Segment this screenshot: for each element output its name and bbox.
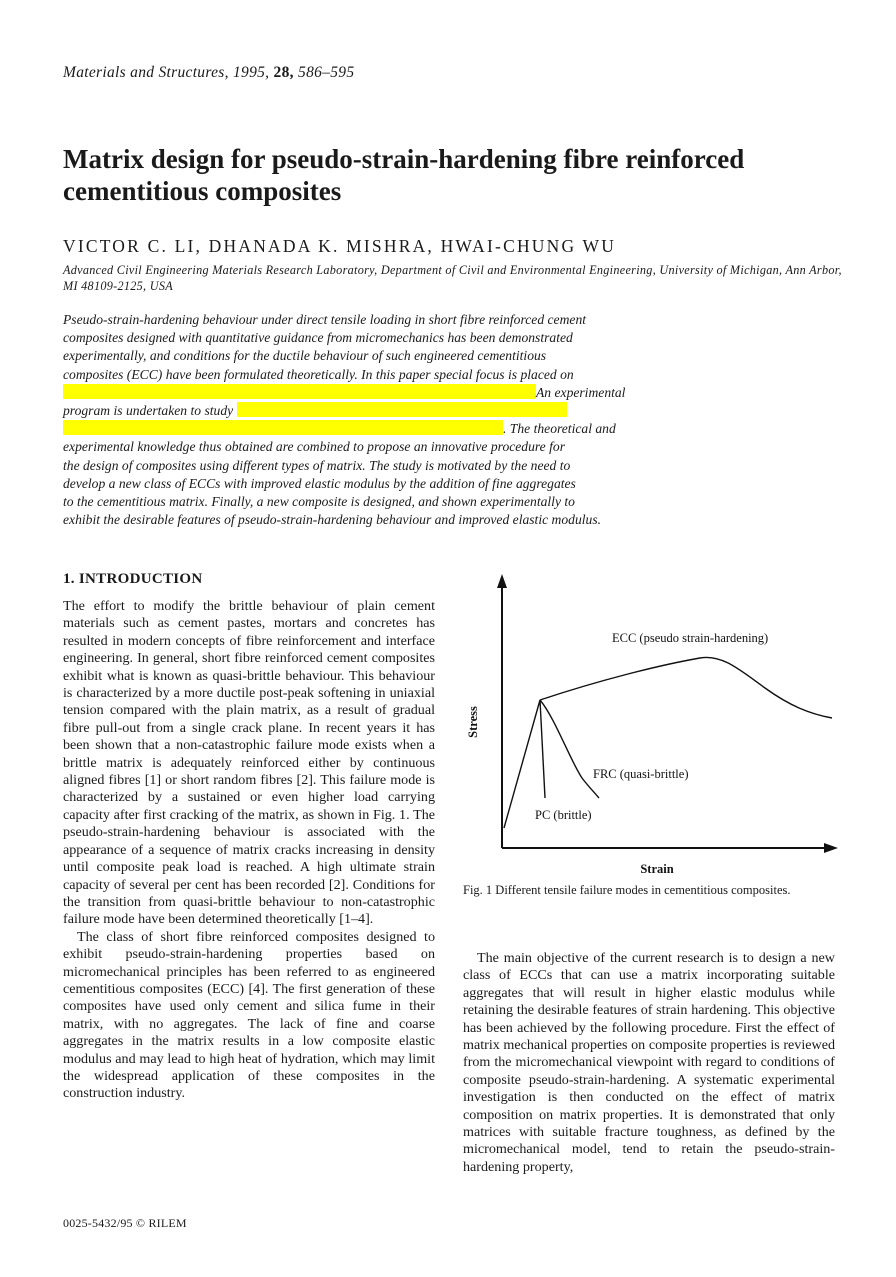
paper-title: Matrix design for pseudo-strain-hardening fibre reinforced cementitious composites bbox=[63, 144, 745, 206]
footer-code: 0025-5432/95 © RILEM bbox=[63, 1216, 187, 1230]
frc-curve bbox=[540, 700, 599, 798]
journal-name: Materials and Structures, bbox=[63, 64, 229, 81]
y-axis-arrow bbox=[497, 574, 507, 588]
abstract-line: to the cementitious matrix. Finally, a new composite is designed, and shown experimentally to bbox=[63, 493, 575, 509]
abstract-line: experimental knowledge thus obtained are combined to propose an innovative procedure for bbox=[63, 439, 565, 455]
abstract-line: composites designed with quantitative guidance from micromechanics has been demonstrated bbox=[63, 330, 573, 346]
y-axis-label: Stress bbox=[466, 706, 480, 738]
intro-paragraph-1: The effort to modify the brittle behaviour of plain cement materials such as cement pastes, mortars and concretes has resulted in modern concepts of fibre reinforcement and interface engineering. In general, short fibre reinforced cement composites exhibit what is known as quasi-brittle behaviour. This behaviour is characterized by a more ductile post-peak softening in uniaxial tension compared with the plain matrix, as a result of gradual fibre pull-out from a single crack plane. In recent years it has been shown that a non-catastrophic failure mode exists when a brittle matrix is adequately reinforced either by continuous aligned fibres [1] or short random fibres [2]. This failure mode is characterized by a sustained or even higher load carrying capacity after first cracking of the matrix, as shown in Fig. 1. The pseudo-strain-hardening behaviour is associated with the appearance of a sequence of matrix cracks increasing in density until composite peak load is reached. A high ultimate strain capacity of several per cent has been recorded [2]. Conditions for the transition from quasi-brittle behaviour to non-catastrophic failure mode have been determined theoretically [1–4]. bbox=[63, 598, 435, 928]
abstract-line bbox=[63, 384, 693, 402]
pc-label: PC (brittle) bbox=[535, 808, 592, 822]
abstract bbox=[63, 311, 693, 529]
ecc-curve bbox=[540, 657, 832, 718]
journal-year: 1995, bbox=[232, 64, 270, 81]
right-column bbox=[463, 950, 835, 1176]
journal-citation bbox=[63, 64, 354, 82]
abstract-line: the design of composites using different types of matrix. The study is motivated by the need to bbox=[63, 457, 571, 473]
figure-1 bbox=[460, 570, 860, 880]
abstract-text: . The theoretical and bbox=[503, 421, 616, 437]
figure-caption: Fig. 1 Different tensile failure modes in cementitious composites. bbox=[463, 883, 791, 897]
abstract-line: composites (ECC) have been formulated theoretically. In this paper special focus is placed on bbox=[63, 366, 574, 382]
redaction-highlight bbox=[63, 384, 536, 399]
redaction-highlight bbox=[237, 402, 567, 417]
authors: VICTOR C. LI, DHANADA K. MISHRA, HWAI-CHUNG WU bbox=[63, 236, 617, 256]
ecc-label: ECC (pseudo strain-hardening) bbox=[612, 631, 769, 645]
abstract-text: program is undertaken to study bbox=[63, 402, 234, 418]
x-axis-arrow bbox=[824, 843, 838, 853]
x-axis-label: Strain bbox=[640, 862, 674, 876]
journal-pages: 586–595 bbox=[298, 64, 355, 81]
frc-label: FRC (quasi-brittle) bbox=[593, 767, 689, 781]
abstract-line: develop a new class of ECCs with improved elastic modulus by the addition of fine aggregates bbox=[63, 475, 576, 491]
abstract-line: experimentally, and conditions for the ductile behaviour of such engineered cementitious bbox=[63, 348, 547, 364]
abstract-line bbox=[63, 420, 693, 438]
intro-column bbox=[63, 598, 435, 1103]
intro-paragraph-2: The class of short fibre reinforced composites designed to exhibit pseudo-strain-hardening properties based on micromechanical principles has been referred to as engineered cementitious composites (ECC) [4]. The first generation of these composites have used only cement and silica fume in their matrix, with no aggregates. The lack of fine and coarse aggregates in the matrix results in a low composite elastic modulus and may lead to high heat of hydration, which may limit the widespread application of these composites in the construction industry. bbox=[63, 928, 435, 1102]
abstract-text: An experimental bbox=[536, 384, 626, 400]
redaction-highlight bbox=[63, 420, 503, 435]
abstract-line bbox=[63, 402, 693, 420]
affiliation: Advanced Civil Engineering Materials Research Laboratory, Department of Civil and Environmental Engineering, University of Michigan, Ann Arbor, MI 48109-2125, USA bbox=[63, 263, 842, 293]
section-heading: 1. INTRODUCTION bbox=[63, 571, 203, 587]
abstract-line: Pseudo-strain-hardening behaviour under direct tensile loading in short fibre reinforced cement bbox=[63, 312, 587, 327]
abstract-line: exhibit the desirable features of pseudo-strain-hardening behaviour and improved elastic modulus. bbox=[63, 512, 602, 528]
journal-volume: 28, bbox=[273, 64, 294, 81]
objective-paragraph: The main objective of the current research is to design a new class of ECCs that can use a matrix incorporating suitable aggregates that will result in higher elastic modulus while retaining the desirable features of strain hardening. This objective has been achieved by the following procedure. First the effect of matrix mechanical properties on composite properties is reviewed from the micromechanical viewpoint with regard to conditions of composite pseudo-strain-hardening. A systematic experimental investigation is then conducted on the effect of matrix composition on matrix properties. It is demonstrated that only matrices with suitable fracture toughness, as defined by the micromechanical model, tend to retain the pseudo-strain-hardening property, bbox=[463, 950, 835, 1175]
